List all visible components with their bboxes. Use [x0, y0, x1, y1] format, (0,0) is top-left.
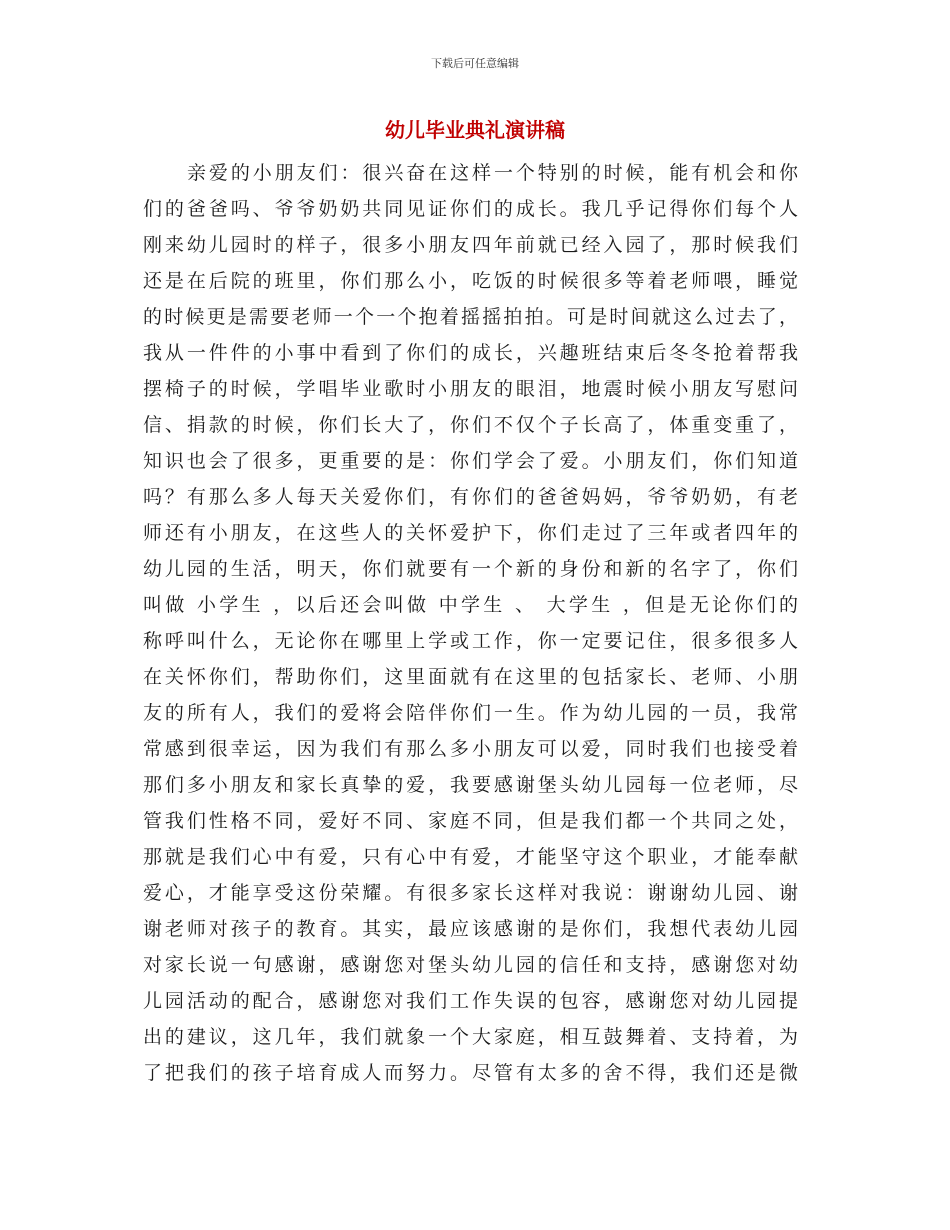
body-line: 师还有小朋友，在这些人的关怀爱护下，你们走过了三年或者四年的 [143, 522, 798, 544]
body-line: 知识也会了很多，更重要的是：你们学会了爱。小朋友们，你们知道 [143, 450, 798, 472]
body-line: 信、捐款的时候，你们长大了，你们不仅个子长高了，体重变重了， [143, 414, 798, 436]
body-line: 那就是我们心中有爱，只有心中有爱，才能坚守这个职业，才能奉献 [143, 846, 798, 868]
page-header-note: 下载后可任意编辑 [431, 57, 519, 70]
body-line: 吗？有那么多人每天关爱你们，有你们的爸爸妈妈，爷爷奶奶，有老 [143, 486, 798, 508]
body-line: 在关怀你们，帮助你们，这里面就有在这里的包括家长、老师、小朋 [143, 666, 798, 688]
document-title: 幼儿毕业典礼演讲稿 [385, 118, 565, 142]
body-line: 儿园活动的配合，感谢您对我们工作失误的包容，感谢您对幼儿园提 [143, 990, 798, 1012]
body-line: 还是在后院的班里，你们那么小，吃饭的时候很多等着老师喂，睡觉 [143, 270, 798, 292]
body-line: 叫做 小学生 ，以后还会叫做 中学生 、 大学生 ，但是无论你们的 [143, 594, 798, 616]
body-line: 对家长说一句感谢，感谢您对堡头幼儿园的信任和支持，感谢您对幼 [143, 954, 798, 976]
body-line: 管我们性格不同，爱好不同、家庭不同，但是我们都一个共同之处， [143, 810, 798, 832]
body-line: 那们多小朋友和家长真挚的爱，我要感谢堡头幼儿园每一位老师，尽 [143, 774, 798, 796]
body-line: 亲爱的小朋友们：很兴奋在这样一个特别的时候，能有机会和你 [187, 162, 798, 184]
body-line: 刚来幼儿园时的样子，很多小朋友四年前就已经入园了，那时候我们 [143, 234, 798, 256]
body-line: 摆椅子的时候，学唱毕业歌时小朋友的眼泪，地震时候小朋友写慰问 [143, 378, 798, 400]
body-line: 友的所有人，我们的爱将会陪伴你们一生。作为幼儿园的一员，我常 [143, 702, 798, 724]
body-line: 们的爸爸吗、爷爷奶奶共同见证你们的成长。我几乎记得你们每个人 [143, 198, 798, 220]
body-line: 的时候更是需要老师一个一个抱着摇摇拍拍。可是时间就这么过去了， [143, 306, 798, 328]
body-line: 了把我们的孩子培育成人而努力。尽管有太多的舍不得，我们还是微 [143, 1062, 798, 1084]
body-line: 谢老师对孩子的教育。其实，最应该感谢的是你们，我想代表幼儿园 [143, 918, 798, 940]
body-line: 我从一件件的小事中看到了你们的成长，兴趣班结束后冬冬抢着帮我 [143, 342, 798, 364]
body-line: 幼儿园的生活，明天，你们就要有一个新的身份和新的名字了，你们 [143, 558, 798, 580]
body-line: 常感到很幸运，因为我们有那么多小朋友可以爱，同时我们也接受着 [143, 738, 798, 760]
body-line: 称呼叫什么，无论你在哪里上学或工作，你一定要记住，很多很多人 [143, 630, 798, 652]
body-line: 爱心，才能享受这份荣耀。有很多家长这样对我说：谢谢幼儿园、谢 [143, 882, 798, 904]
body-line: 出的建议，这几年，我们就象一个大家庭，相互鼓舞着、支持着，为 [143, 1026, 798, 1048]
